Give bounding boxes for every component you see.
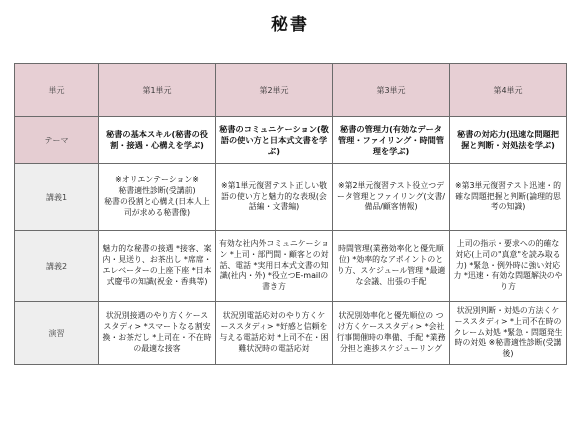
table-row-exercise	[15, 302, 567, 365]
exercise-cell-unit2: 状況別電話応対のやり方くケーススタディ> *好感と信頼を与える電話応対 *上司不在・困難状況時の電話応対	[216, 302, 333, 365]
lecture1-cell-unit4: ※第3単元復習テスト迅速・的確な問題把握と判断(論理的思考の知識)	[450, 164, 567, 231]
unit-header-1: 第1単元	[99, 64, 216, 117]
row-label-lecture2: 講義2	[15, 231, 99, 302]
unit-header-3: 第3単元	[333, 64, 450, 117]
exercise-cell-unit1: 状況別接遇のやり方くケーススタディ> *スマートなる割安換・お茶だし *上司在・不在時の最適な接客	[99, 302, 216, 365]
lecture2-cell-unit1: 魅力的な秘書の接遇 *接客、案内・見送り、お茶出し *席席・エレベーターの上座下座 *日本式慶弔の知識(祝金・香典等)	[99, 231, 216, 302]
exercise-cell-unit3: 状況別効率化と優先順位の つけ方くケーススタディ> *会社行事開催時の準備、手配 *業務分担と進捗スケジューリング	[333, 302, 450, 365]
unit-header-2: 第2単元	[216, 64, 333, 117]
lecture2-cell-unit3: 時間管理(業務効率化と優先順位) *効率的なアポイントのとり方、スケジュール管理 *最適な会議、出張の手配	[333, 231, 450, 302]
theme-cell-unit4: 秘書の対応力(迅速な問題把握と判断・対処法を学ぶ)	[450, 117, 567, 164]
theme-cell-unit1: 秘書の基本スキル(秘書の役割・接遇・心構えを学ぶ)	[99, 117, 216, 164]
theme-cell-unit3: 秘書の管理力(有効なデータ管理・ファイリング・時間管理を学ぶ)	[333, 117, 450, 164]
lecture2-cell-unit4: 上司の指示・要求への的確な対応(上司の"真意"を読み取る力) *緊急・例外時に強い対応力 *迅速・有効な問題解決のやり方	[450, 231, 567, 302]
lecture1-cell-unit2: ※第1単元復習テスト正しい敬語の使い方と魅力的な表現(会話編・文書編)	[216, 164, 333, 231]
exercise-cell-unit4: 状況別判断・対処の方法くケーススタディ> *上司不在時のクレーム対処 *緊急・問題発生時の対処 ※秘書適性診断(受講後)	[450, 302, 567, 365]
lecture1-cell-unit3: ※第2単元復習テスト役立つデータ管理とファイリング(文書/備品/顧客情報)	[333, 164, 450, 231]
lecture2-cell-unit2: 有効な社内外コミュニケーション *上司・部門間・顧客との対話、電話 *実用日本式文書の知識(社内・外) *役立つE-mailの書き方	[216, 231, 333, 302]
lecture1-cell-unit1: ※オリエンテーション※ 秘書適性診断(受講前) 秘書の役割と心構え(日本人上司が求める秘書像)	[99, 164, 216, 231]
corner-header: 単元	[15, 64, 99, 117]
row-label-exercise: 演習	[15, 302, 99, 365]
table-row-lecture1	[15, 164, 567, 231]
table-row-lecture2	[15, 231, 567, 302]
row-label-lecture1: 講義1	[15, 164, 99, 231]
page-title: 秘書	[271, 15, 309, 35]
theme-cell-unit2: 秘書のコミュニケーション(敬語の使い方と日本式文書を学ぶ)	[216, 117, 333, 164]
row-label-theme: テーマ	[15, 117, 99, 164]
header-row	[15, 64, 567, 117]
table-row-theme	[15, 117, 567, 164]
curriculum-table	[14, 63, 567, 365]
unit-header-4: 第4単元	[450, 64, 567, 117]
